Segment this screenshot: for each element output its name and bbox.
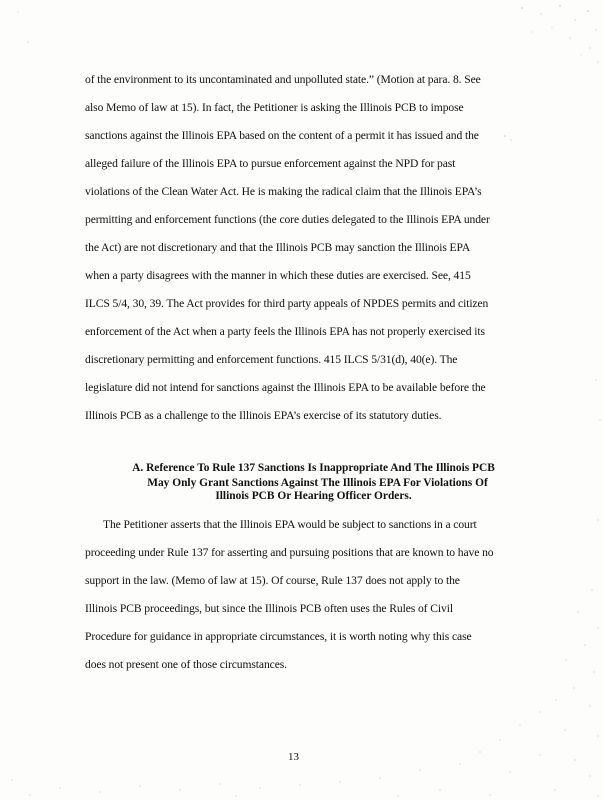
page-number: 13: [288, 751, 299, 763]
heading-line: A. Reference To Rule 137 Sanctions Is Inappropriate And The Illinois PCB: [132, 462, 495, 474]
paragraph-line: support in the law. (Memo of law at 15). Of course, Rule 137 does not apply to the: [85, 574, 460, 587]
paragraph-line: The Petitioner asserts that the Illinois EPA would be subject to sanctions in a court: [103, 518, 477, 531]
paragraph-line: proceeding under Rule 137 for asserting and pursuing positions that are known to have no: [85, 546, 494, 559]
paragraph-line: the Act) are not discretionary and that the Illinois PCB may sanction the Illinois EPA: [85, 241, 471, 254]
paragraph-line: permitting and enforcement functions (the core duties delegated to the Illinois EPA under: [85, 213, 490, 226]
paragraph-line: does not present one of those circumstances.: [85, 658, 287, 671]
paragraph-line: enforcement of the Act when a party feels the Illinois EPA has not properly exercised its: [85, 325, 485, 338]
paragraph-line: of the environment to its uncontaminated and unpolluted state.” (Motion at para. 8. See: [85, 73, 481, 86]
heading-line: Illinois PCB Or Hearing Officer Orders.: [215, 490, 412, 502]
paragraph-line: Illinois PCB as a challenge to the Illinois EPA’s exercise of its statutory duties.: [85, 409, 442, 422]
heading-line: May Only Grant Sanctions Against The Illinois EPA For Violations Of: [147, 477, 488, 489]
paragraph-line: also Memo of law at 15). In fact, the Petitioner is asking the Illinois PCB to impose: [85, 101, 464, 114]
paragraph-line: legislature did not intend for sanctions against the Illinois EPA to be available before the: [85, 381, 486, 394]
paragraph-line: alleged failure of the Illinois EPA to pursue enforcement against the NPD for past: [85, 157, 456, 170]
paragraph-line: Illinois PCB proceedings, but since the Illinois PCB often uses the Rules of Civil: [85, 602, 453, 615]
paragraph-line: when a party disagrees with the manner in which these duties are exercised. See, 415: [85, 269, 471, 282]
paragraph-line: discretionary permitting and enforcement functions. 415 ILCS 5/31(d), 40(e). The: [85, 353, 458, 366]
paragraph-line: violations of the Clean Water Act. He is making the radical claim that the Illinois EPA’s: [85, 185, 482, 198]
paragraph-line: sanctions against the Illinois EPA based on the content of a permit it has issued and the: [85, 129, 479, 142]
paragraph-line: Procedure for guidance in appropriate circumstances, it is worth noting why this case: [85, 630, 472, 643]
paragraph-line: ILCS 5/4, 30, 39. The Act provides for third party appeals of NPDES permits and citizen: [85, 297, 489, 310]
